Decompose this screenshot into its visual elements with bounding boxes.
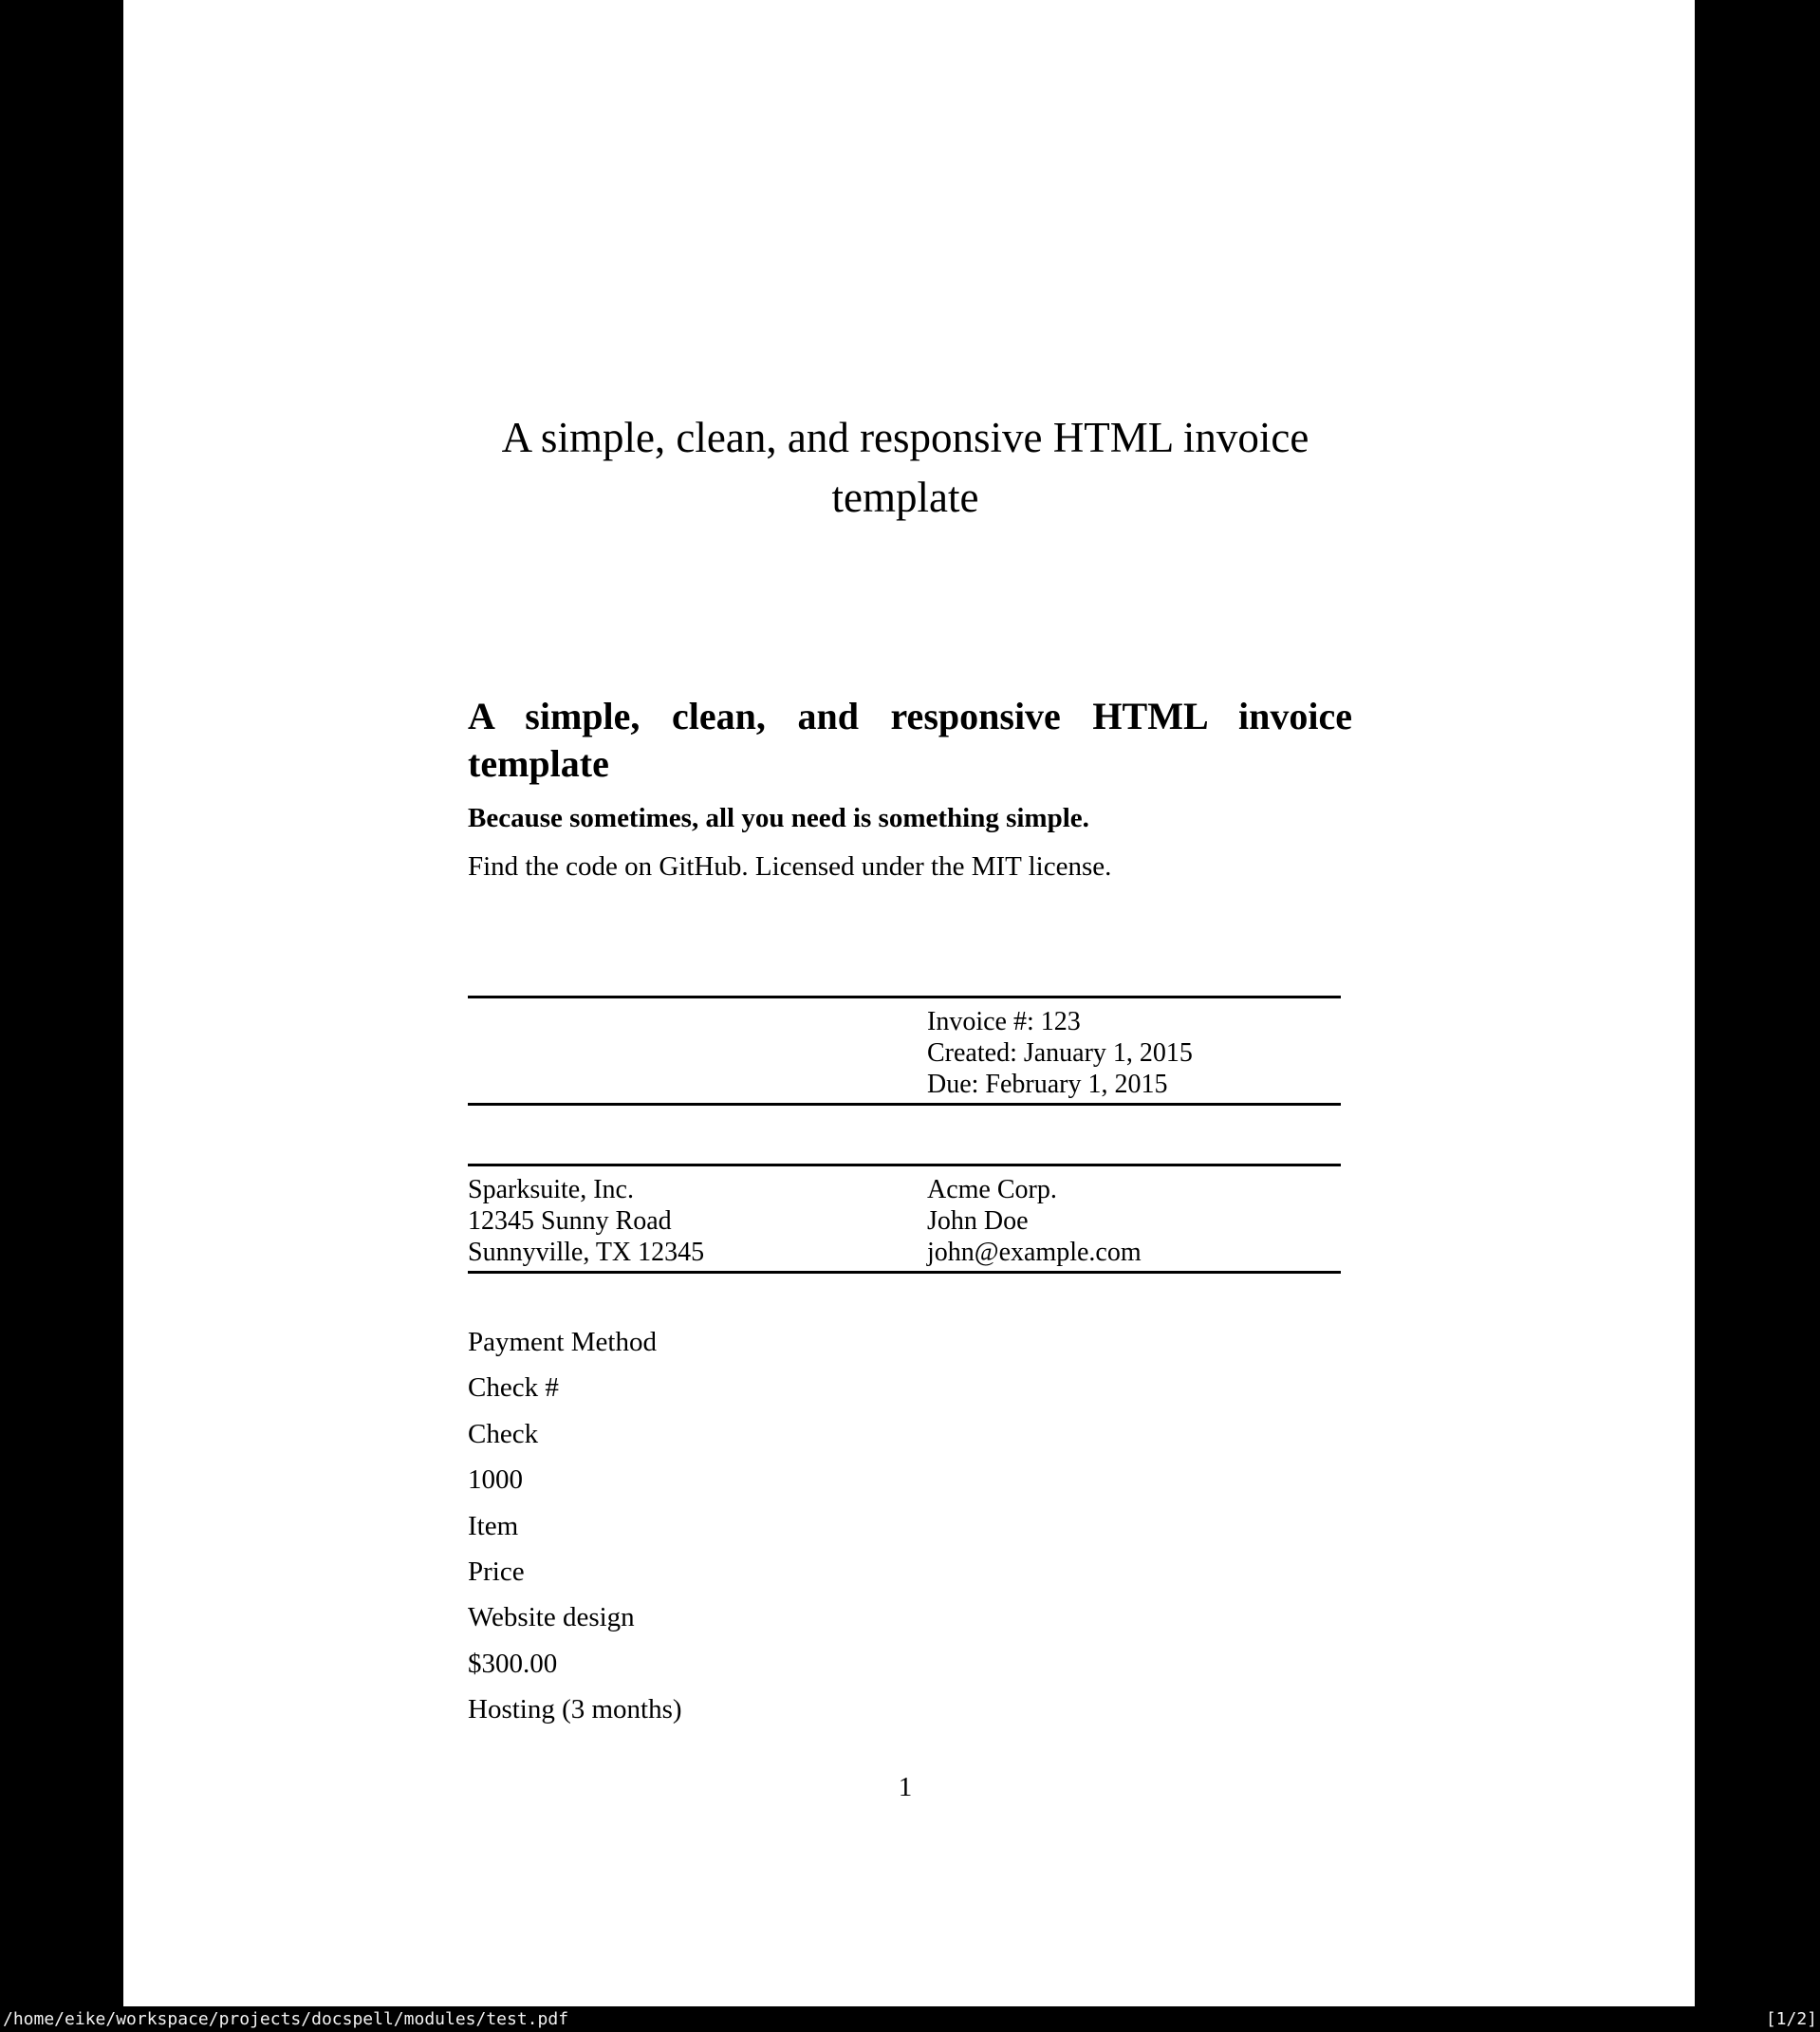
detail-payment-method-label: Payment Method: [468, 1327, 657, 1357]
page-number: 1: [898, 1772, 913, 1802]
buyer-address: [927, 1174, 1142, 1268]
license-line: Find the code on GitHub. Licensed under the MIT license.: [468, 851, 1112, 882]
seller-name: Sparksuite, Inc.: [468, 1175, 634, 1204]
section-heading: [468, 693, 1352, 788]
detail-check-number-value: 1000: [468, 1464, 523, 1496]
invoice-due-line: Due: February 1, 2015: [927, 1070, 1168, 1099]
document-title: [468, 408, 1343, 528]
seller-city: Sunnyville, TX 12345: [468, 1238, 705, 1267]
invoice-details-list: [468, 1319, 1352, 1733]
document-title-line-1: A simple, clean, and responsive HTML invoice: [501, 414, 1309, 461]
buyer-contact: John Doe: [927, 1206, 1029, 1236]
section-heading-line-2: template: [468, 742, 609, 785]
detail-check-number-label: Check #: [468, 1372, 559, 1404]
seller-address: [468, 1174, 704, 1268]
statusbar-filepath: /home/eike/workspace/projects/docspell/modules/test.pdf: [3, 2009, 569, 2029]
document-title-line-2: template: [831, 474, 979, 521]
detail-payment-method-value: Check: [468, 1418, 539, 1449]
pdf-page: [123, 0, 1695, 2006]
seller-street: 12345 Sunny Road: [468, 1206, 672, 1236]
detail-price-header: Price: [468, 1557, 525, 1588]
invoice-number-line: Invoice #: 123: [927, 1007, 1081, 1036]
statusbar: [0, 2006, 1820, 2032]
detail-item-2-name: Hosting (3 months): [468, 1694, 682, 1725]
section-heading-line-1: A simple, clean, and responsive HTML invoice: [468, 695, 1352, 737]
buyer-company: Acme Corp.: [927, 1175, 1057, 1204]
detail-item-1-price: $300.00: [468, 1648, 558, 1679]
invoice-created-line: Created: January 1, 2015: [927, 1038, 1193, 1068]
invoice-meta-column: [927, 1006, 1193, 1100]
statusbar-page-indicator: [1/2]: [1765, 2009, 1817, 2029]
detail-item-header: Item: [468, 1510, 519, 1541]
detail-item-1-name: Website design: [468, 1602, 635, 1633]
buyer-email: john@example.com: [927, 1238, 1142, 1267]
tagline: Because sometimes, all you need is something simple.: [468, 803, 1089, 833]
invoice-meta-table: [468, 996, 1341, 1106]
addresses-table: [468, 1164, 1341, 1274]
